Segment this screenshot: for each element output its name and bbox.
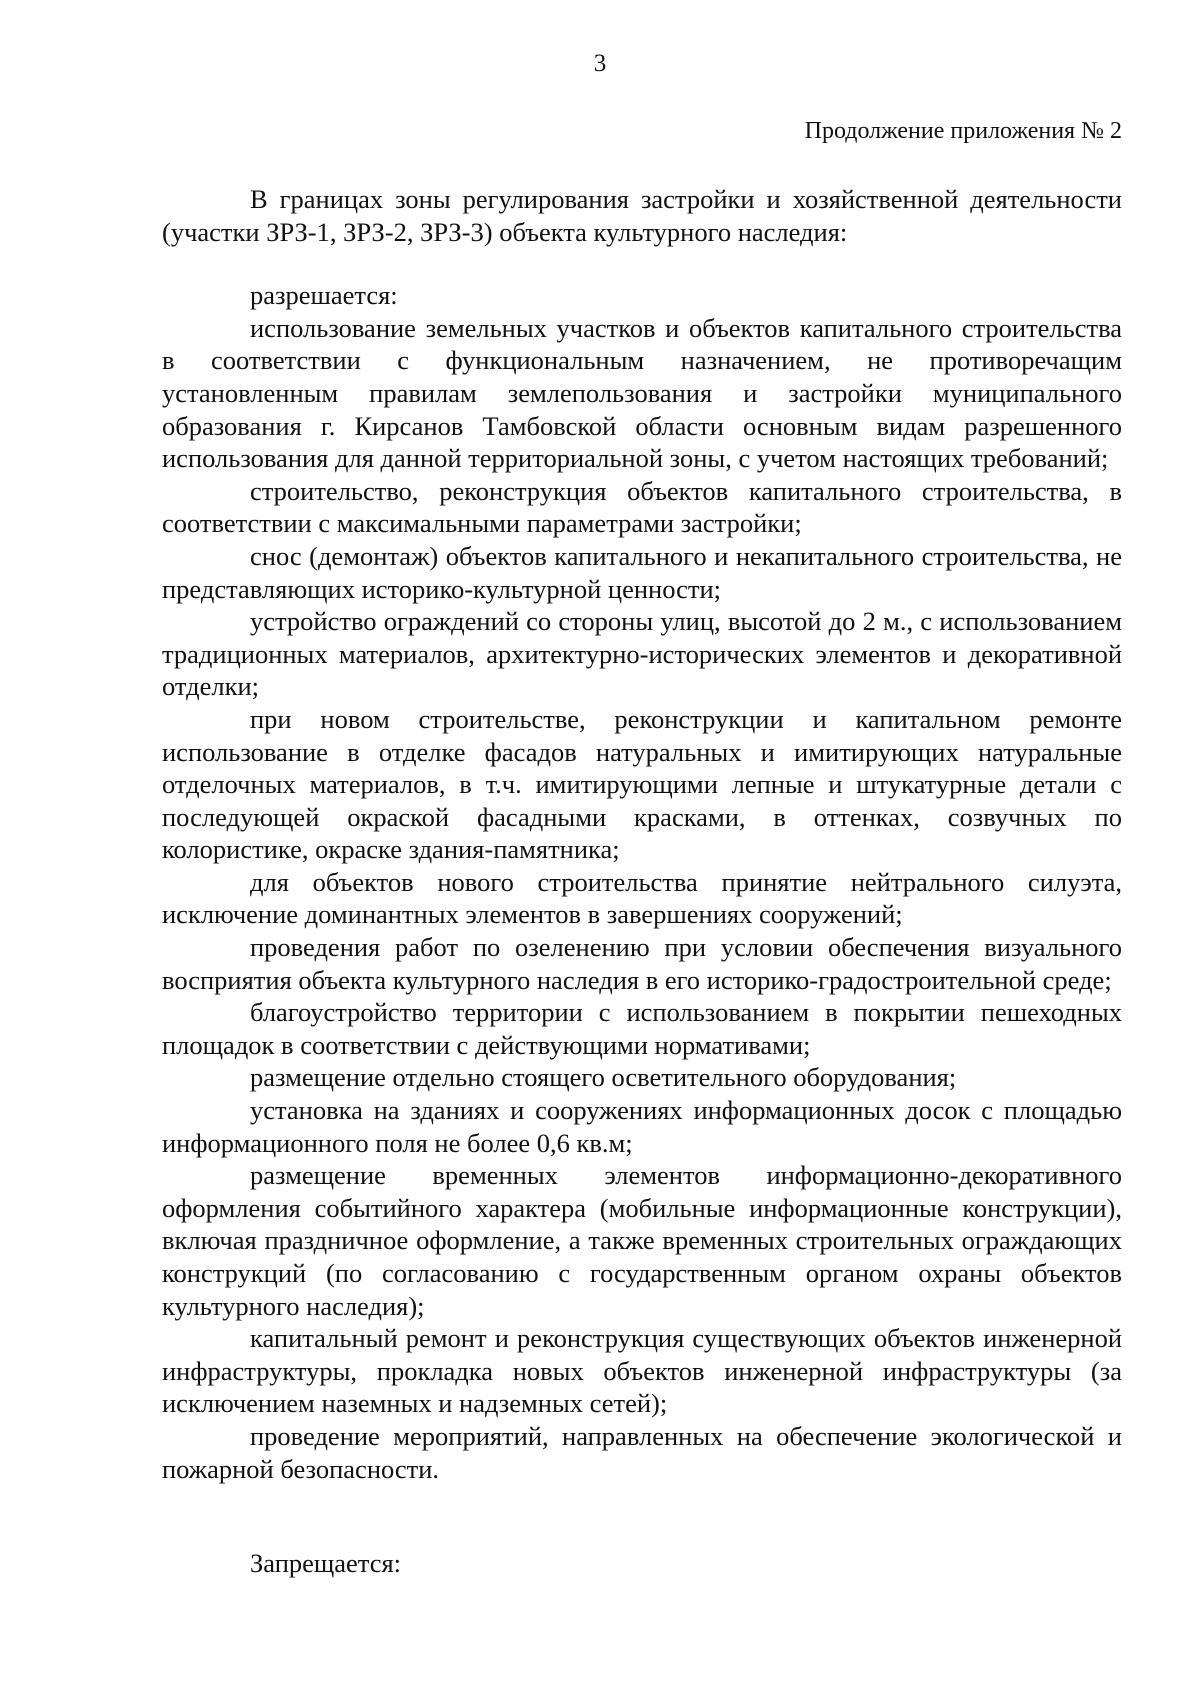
allowed-item: размещение временных элементов информационно-декоративного оформления событийного характера (мобильные информационные конструкции), включая праздничное оформление, а также временных строительных ограждающих конструкций (по согласованию с государственным органом охраны объектов культурного наследия); <box>162 1160 1122 1321</box>
allowed-item: капитальный ремонт и реконструкция существующих объектов инженерной инфраструктуры, прокладка новых объектов инженерной инфраструктуры (за исключением наземных и надземных сетей); <box>162 1323 1122 1419</box>
allowed-item: строительство, реконструкция объектов капитального строительства, в соответствии с максимальными параметрами застройки; <box>162 475 1122 539</box>
allowed-item: размещение отдельно стоящего осветительного оборудования; <box>250 1062 957 1093</box>
allowed-item: для объектов нового строительства принятие нейтрального силуэта, исключение доминантных элементов в завершениях сооружений; <box>162 866 1122 930</box>
allowed-item: проведения работ по озеленению при условии обеспечения визуального восприятия объекта культурного наследия в его историко-градостроительной среде; <box>162 932 1122 995</box>
page-number: 3 <box>593 50 607 77</box>
allowed-item: проведение мероприятий, направленных на обеспечение экологической и пожарной безопасности. <box>162 1420 1122 1484</box>
allowed-heading: разрешается: <box>250 280 398 311</box>
prohibited-heading: Запрещается: <box>250 1548 402 1579</box>
allowed-item: при новом строительстве, реконструкции и капитальном ремонте использование в отделке фасадов натуральных и имитирующих натуральные отделочных материалов, в т.ч. имитирующими лепные и штукатурные детали с последующей окраской фасадными красками, в оттенках, созвучных по колористике, окраске здания-памятника; <box>162 703 1122 865</box>
intro-paragraph: В границах зоны регулирования застройки и хозяйственной деятельности (участки ЗРЗ-1, ЗРЗ-2, ЗРЗ-3) объекта культурного наследия: <box>162 184 1122 247</box>
allowed-item: устройство ограждений со стороны улиц, высотой до 2 м., с использованием традиционных материалов, архитектурно-исторических элементов и декоративной отделки; <box>162 606 1122 702</box>
document-body <box>162 183 1122 1580</box>
allowed-item: использование земельных участков и объектов капитального строительства в соответствии с функциональным назначением, не противоречащим установленным правилам землепользования и застройки муниципального образования г. Кирсанов Тамбовской области основным видам разрешенного использования для данной территориальной зоны, с учетом настоящих требований; <box>162 312 1122 474</box>
allowed-item: снос (демонтаж) объектов капитального и некапитального строительства, не представляющих историко-культурной ценности; <box>162 540 1122 604</box>
allowed-item: благоустройство территории с использованием в покрытии пешеходных площадок в соответствии с действующими нормативами; <box>162 997 1122 1060</box>
appendix-continuation-note: Продолжение приложения № 2 <box>804 118 1122 144</box>
allowed-item: установка на зданиях и сооружениях информационных досок с площадью информационного поля не более 0,6 кв.м; <box>162 1095 1122 1158</box>
